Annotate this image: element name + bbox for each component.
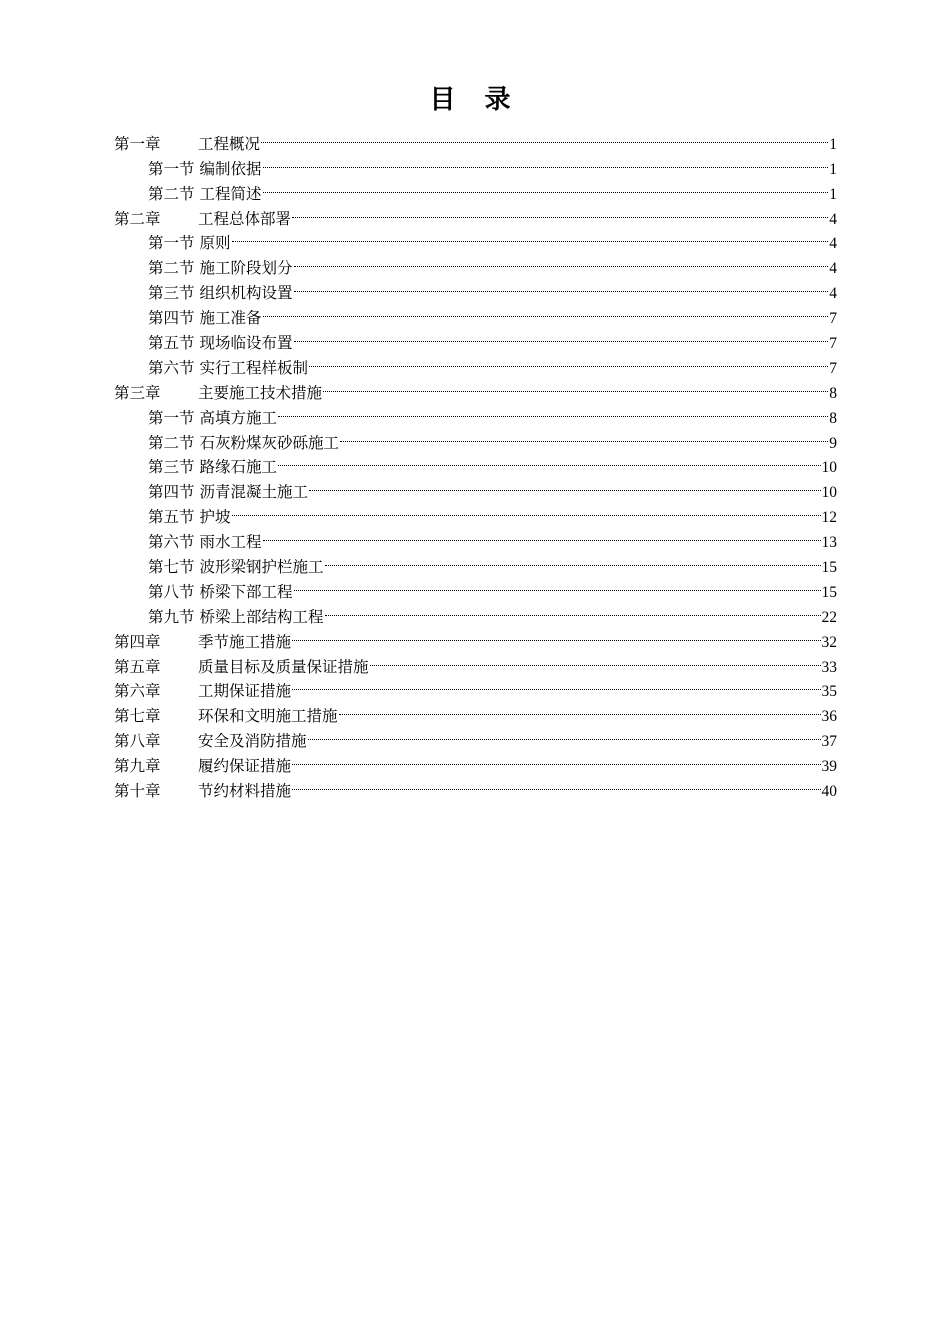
toc-entry-page-number: 1 [829, 160, 837, 178]
toc-entry-page-number: 1 [829, 135, 837, 153]
toc-entry-page-number: 35 [821, 683, 837, 701]
toc-entry-title: 节约材料措施 [198, 782, 292, 801]
toc-entry-page-number: 4 [829, 235, 837, 253]
toc-entry-number: 第六章 [114, 682, 161, 701]
toc-dot-leader [278, 398, 828, 423]
toc-entry-title: 履约保证措施 [198, 757, 292, 776]
toc-entry-number: 第一章 [114, 134, 161, 153]
toc-dot-leader [294, 273, 829, 298]
toc-entry-number: 第八节 [148, 582, 195, 601]
toc-entry-page-number: 13 [821, 534, 837, 552]
toc-entry-number: 第七章 [114, 707, 161, 726]
toc-dot-leader [232, 497, 821, 522]
toc-entry-title: 路缘石施工 [199, 458, 278, 477]
toc-dot-leader [309, 472, 820, 497]
toc-dot-leader [294, 248, 829, 273]
toc-entry-title: 环保和文明施工措施 [198, 707, 338, 726]
toc-entry-page-number: 15 [821, 559, 837, 577]
toc-entry-page-number: 39 [821, 758, 837, 776]
toc-dot-leader [261, 124, 828, 149]
toc-entry-page-number: 8 [829, 409, 837, 427]
toc-dot-leader [292, 672, 820, 697]
toc-dot-leader [325, 597, 821, 622]
toc-dot-leader [263, 174, 829, 199]
toc-dot-leader [263, 298, 829, 323]
toc-entry-title: 高填方施工 [199, 408, 278, 427]
toc-entry-title: 桥梁下部工程 [199, 582, 293, 601]
toc-entry-number: 第二节 [148, 259, 195, 278]
toc-entry-title: 波形梁钢护栏施工 [199, 558, 324, 577]
toc-entry-page-number: 8 [829, 384, 837, 402]
toc-entry-number: 第五章 [114, 657, 161, 676]
toc-entry-title: 主要施工技术措施 [198, 383, 323, 402]
toc-entry-title: 现场临设布置 [199, 334, 293, 353]
toc-entry-number: 第四章 [114, 632, 161, 651]
toc-entry-title: 编制依据 [199, 159, 262, 178]
toc-entry-page-number: 10 [821, 459, 837, 477]
toc-entry-page-number: 4 [829, 285, 837, 303]
toc-dot-leader [263, 149, 829, 174]
toc-entry-title: 雨水工程 [199, 533, 262, 552]
toc-dot-leader [325, 547, 821, 572]
toc-entry-number: 第五节 [148, 334, 195, 353]
toc-entry-title: 原则 [199, 234, 231, 253]
toc-entry-title: 护坡 [199, 508, 231, 527]
toc-entry-page-number: 37 [821, 733, 837, 751]
toc-entry-page-number: 40 [821, 783, 837, 801]
toc-dot-leader [294, 323, 829, 348]
toc-entry-title: 质量目标及质量保证措施 [198, 657, 369, 676]
toc-dot-leader [339, 696, 821, 721]
toc-entry-number: 第三章 [114, 383, 161, 402]
toc-entry-title: 桥梁上部结构工程 [199, 607, 324, 626]
toc-entry-number: 第一节 [148, 159, 195, 178]
toc-entry-number: 第六节 [148, 358, 195, 377]
toc-entry-number: 第三节 [148, 284, 195, 303]
toc-entry-number: 第一节 [148, 408, 195, 427]
toc-entry-title: 工程总体部署 [198, 209, 292, 228]
toc-entry-title: 安全及消防措施 [198, 732, 307, 751]
toc-entry-page-number: 7 [829, 310, 837, 328]
toc-entry-number: 第一节 [148, 234, 195, 253]
toc-entry-page-number: 15 [821, 583, 837, 601]
toc-entry-title: 石灰粉煤灰砂砾施工 [199, 433, 340, 452]
toc-entry-title: 工程概况 [198, 134, 261, 153]
toc-entry-page-number: 33 [821, 658, 837, 676]
toc-entry-page-number: 9 [829, 434, 837, 452]
toc-entry-number: 第五节 [148, 508, 195, 527]
toc-entry-title: 工期保证措施 [198, 682, 292, 701]
toc-entry-number: 第二节 [148, 433, 195, 452]
toc-entry-number: 第九节 [148, 607, 195, 626]
toc-entry-title: 组织机构设置 [199, 284, 293, 303]
toc-entry-number: 第二节 [148, 184, 195, 203]
toc-entry-title: 施工准备 [199, 309, 262, 328]
toc-entry-chapter[interactable] [114, 124, 837, 153]
toc-entry-number: 第九章 [114, 757, 161, 776]
toc-dot-leader [323, 373, 828, 398]
toc-entry-title: 季节施工措施 [198, 632, 292, 651]
toc-dot-leader [292, 746, 820, 771]
toc-entry-title: 沥青混凝土施工 [199, 483, 309, 502]
toc-entry-page-number: 32 [821, 633, 837, 651]
toc-entry-title: 工程简述 [199, 184, 262, 203]
toc-entry-number: 第七节 [148, 558, 195, 577]
toc-entry-page-number: 1 [829, 185, 837, 203]
toc-dot-leader [292, 199, 828, 224]
toc-entry-title: 施工阶段划分 [199, 259, 293, 278]
toc-entry-page-number: 4 [829, 210, 837, 228]
toc-title: 目 录 [429, 85, 521, 115]
toc-dot-leader [340, 423, 828, 448]
toc-entry-page-number: 7 [829, 335, 837, 353]
toc-dot-leader [292, 771, 820, 796]
toc-dot-leader [278, 448, 820, 473]
toc-entry-page-number: 12 [821, 509, 837, 527]
toc-entry-number: 第六节 [148, 533, 195, 552]
toc-dot-leader [308, 721, 821, 746]
toc-entry-page-number: 4 [829, 260, 837, 278]
toc-entry-number: 第二章 [114, 209, 161, 228]
toc-entry-page-number: 7 [829, 359, 837, 377]
toc-dot-leader [294, 572, 821, 597]
toc-entry-number: 第十章 [114, 782, 161, 801]
toc-entry-page-number: 36 [821, 708, 837, 726]
toc-dot-leader [309, 348, 828, 373]
toc-entry-number: 第八章 [114, 732, 161, 751]
toc-dot-leader [263, 522, 821, 547]
toc-entry-page-number: 10 [821, 484, 837, 502]
toc-dot-leader [292, 622, 820, 647]
toc-list [114, 124, 837, 801]
toc-entry-number: 第三节 [148, 458, 195, 477]
toc-entry-title: 实行工程样板制 [199, 358, 309, 377]
toc-entry-number: 第四节 [148, 483, 195, 502]
toc-entry-number: 第四节 [148, 309, 195, 328]
toc-dot-leader [370, 647, 821, 672]
toc-entry-page-number: 22 [821, 608, 837, 626]
toc-dot-leader [232, 224, 829, 249]
